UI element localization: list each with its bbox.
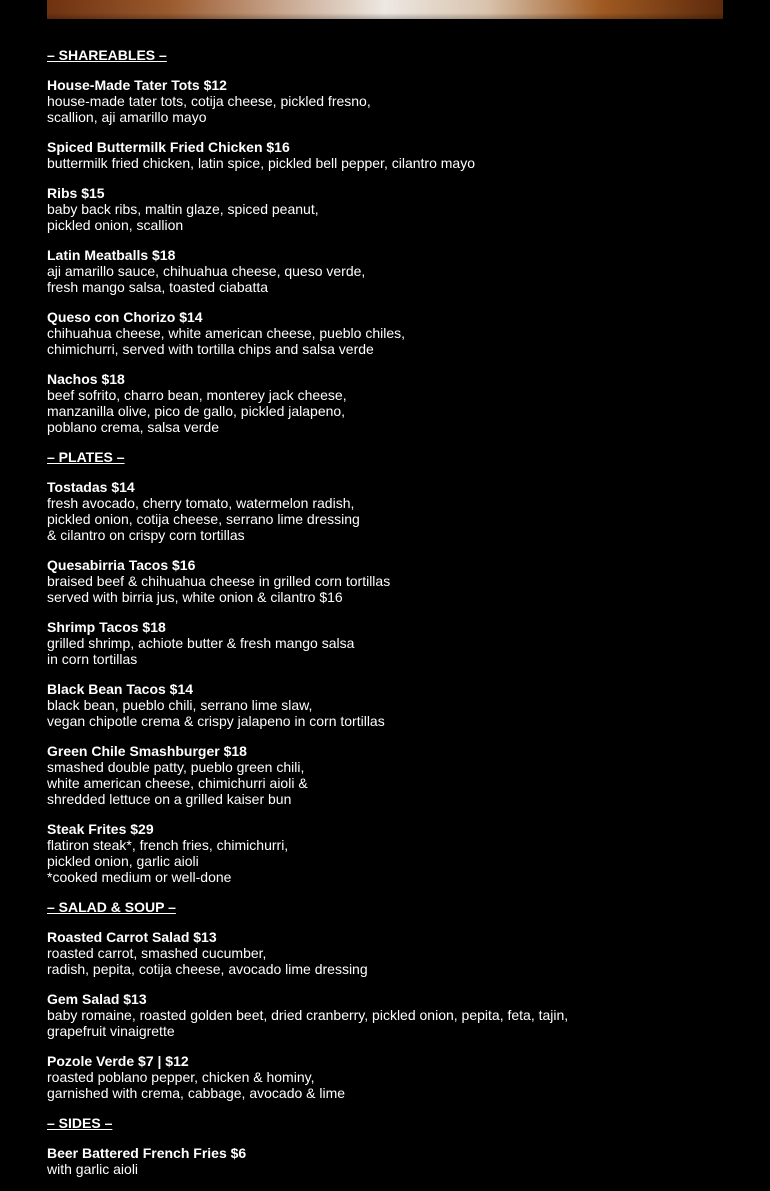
menu-item-description: roasted poblano pepper, chicken & hominy, [47, 1069, 315, 1085]
menu-item [47, 1053, 723, 1101]
menu-item [47, 77, 723, 125]
menu-item [47, 139, 723, 171]
menu-item-description: with garlic aioli [47, 1161, 139, 1177]
menu-item-name: Shrimp Tacos $18 [47, 619, 166, 635]
menu-item [47, 991, 723, 1039]
menu-item-name: Pozole Verde $7 | $12 [47, 1053, 189, 1069]
menu-item [47, 821, 723, 885]
menu-item-description: buttermilk fried chicken, latin spice, pickled bell pepper, cilantro mayo [47, 155, 475, 171]
menu-item [47, 185, 723, 233]
menu-item-description: chihuahua cheese, white american cheese, pueblo chiles, [47, 325, 406, 341]
menu-item-description: pickled onion, scallion [47, 217, 184, 233]
menu-item-description: roasted carrot, smashed cucumber, [47, 945, 267, 961]
section-title: – SALAD & SOUP – [47, 899, 176, 915]
menu-item-description: smashed double patty, pueblo green chili, [47, 759, 305, 775]
menu-section [47, 899, 723, 1101]
menu-item-name: Tostadas $14 [47, 479, 135, 495]
menu-item-description: poblano crema, salsa verde [47, 419, 219, 435]
food-photo-banner [47, 0, 723, 19]
menu-item-name: House-Made Tater Tots $12 [47, 77, 227, 93]
menu-item-description: grilled shrimp, achiote butter & fresh mango salsa [47, 635, 355, 651]
menu-item-description: aji amarillo sauce, chihuahua cheese, queso verde, [47, 263, 366, 279]
section-title: – SIDES – [47, 1115, 113, 1131]
menu-item [47, 247, 723, 295]
menu-item-description: pickled onion, cotija cheese, serrano lime dressing [47, 511, 360, 527]
menu-item-name: Gem Salad $13 [47, 991, 147, 1007]
menu-item-description: house-made tater tots, cotija cheese, pickled fresno, [47, 93, 371, 109]
menu-item [47, 619, 723, 667]
menu-item-description: garnished with crema, cabbage, avocado & lime [47, 1085, 346, 1101]
menu-item-name: Steak Frites $29 [47, 821, 154, 837]
menu-item-name: Latin Meatballs $18 [47, 247, 176, 263]
menu-item-description: black bean, pueblo chili, serrano lime slaw, [47, 697, 313, 713]
menu-item [47, 557, 723, 605]
menu-item-description: vegan chipotle crema & crispy jalapeno in corn tortillas [47, 713, 385, 729]
menu-item [47, 309, 723, 357]
menu-item-description: *cooked medium or well-done [47, 869, 232, 885]
menu-item-description: pickled onion, garlic aioli [47, 853, 199, 869]
menu-section [47, 1115, 723, 1177]
menu-item-description: scallion, aji amarillo mayo [47, 109, 207, 125]
menu-item-description: & cilantro on crispy corn tortillas [47, 527, 245, 543]
menu-item-description: flatiron steak*, french fries, chimichurri, [47, 837, 289, 853]
menu-item-name: Nachos $18 [47, 371, 125, 387]
menu-item-name: Black Bean Tacos $14 [47, 681, 194, 697]
menu-item-name: Spiced Buttermilk Fried Chicken $16 [47, 139, 290, 155]
menu-item [47, 479, 723, 543]
menu-item-description: in corn tortillas [47, 651, 138, 667]
menu-item-name: Quesabirria Tacos $16 [47, 557, 196, 573]
menu-item-name: Roasted Carrot Salad $13 [47, 929, 217, 945]
menu-item-description: grapefruit vinaigrette [47, 1023, 175, 1039]
menu-section [47, 47, 723, 435]
menu-item-description: radish, pepita, cotija cheese, avocado lime dressing [47, 961, 368, 977]
section-title: – SHAREABLES – [47, 47, 167, 63]
menu-item-description: baby romaine, roasted golden beet, dried cranberry, pickled onion, pepita, feta, tajin, [47, 1007, 569, 1023]
menu-item-name: Green Chile Smashburger $18 [47, 743, 247, 759]
menu-item-name: Ribs $15 [47, 185, 105, 201]
menu-item [47, 929, 723, 977]
menu-item-name: Queso con Chorizo $14 [47, 309, 203, 325]
menu-item [47, 743, 723, 807]
menu-item [47, 681, 723, 729]
menu-item [47, 371, 723, 435]
menu-content [47, 47, 723, 1191]
menu-item-description: white american cheese, chimichurri aioli & [47, 775, 308, 791]
menu-item-description: served with birria jus, white onion & cilantro $16 [47, 589, 343, 605]
menu-item-description: braised beef & chihuahua cheese in grilled corn tortillas [47, 573, 391, 589]
menu-item-name: Beer Battered French Fries $6 [47, 1145, 247, 1161]
section-title: – PLATES – [47, 449, 125, 465]
menu-item-description: beef sofrito, charro bean, monterey jack cheese, [47, 387, 347, 403]
menu-item-description: manzanilla olive, pico de gallo, pickled jalapeno, [47, 403, 346, 419]
menu-item-description: fresh mango salsa, toasted ciabatta [47, 279, 269, 295]
menu-section [47, 449, 723, 885]
menu-item-description: fresh avocado, cherry tomato, watermelon radish, [47, 495, 355, 511]
menu-item [47, 1145, 723, 1177]
menu-item-description: shredded lettuce on a grilled kaiser bun [47, 791, 292, 807]
menu-item-description: chimichurri, served with tortilla chips and salsa verde [47, 341, 374, 357]
menu-item-description: baby back ribs, maltin glaze, spiced peanut, [47, 201, 319, 217]
